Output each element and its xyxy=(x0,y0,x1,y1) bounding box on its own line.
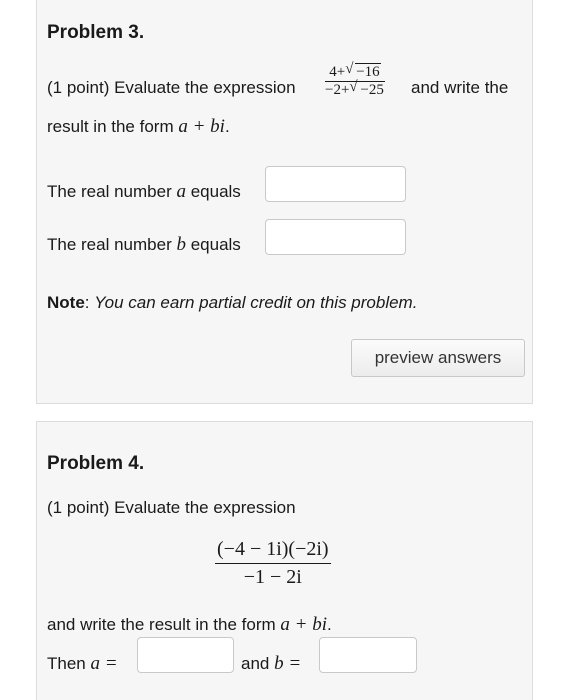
and-label: and xyxy=(241,654,270,673)
radical-sign-icon: √ xyxy=(345,61,354,77)
expression-denominator: −1 − 2i xyxy=(243,566,302,588)
and-b-label xyxy=(241,653,301,675)
real-a-label xyxy=(47,181,241,203)
answer-b-input[interactable] xyxy=(319,637,417,673)
numerator-radicand: −16 xyxy=(356,64,380,80)
answer-b-input[interactable] xyxy=(265,219,406,255)
numerator-lead: 4+ xyxy=(329,64,346,80)
note-line xyxy=(47,293,417,313)
then-label: Then xyxy=(47,654,86,673)
problem-3-expression xyxy=(325,61,385,99)
denominator-lead: −2+ xyxy=(325,82,350,98)
var-b: b xyxy=(176,234,186,255)
real-b-suffix: equals xyxy=(190,235,241,254)
problem-4-result-line xyxy=(47,614,332,636)
problem-4-title: Problem 4. xyxy=(47,453,145,474)
b-equals-label: b = xyxy=(274,653,302,674)
answer-a-input[interactable] xyxy=(137,637,234,673)
expression-denominator xyxy=(325,79,385,99)
problem-3-title: Problem 3. xyxy=(47,22,145,43)
note-text: You can earn partial credit on this problem. xyxy=(94,293,418,312)
problem-3-result-line xyxy=(47,116,230,138)
answer-a-input[interactable] xyxy=(265,166,406,202)
a-equals-label: a = xyxy=(90,653,118,674)
real-a-prefix: The real number xyxy=(47,182,172,201)
result-period: . xyxy=(327,615,332,634)
radical-sign-icon: √ xyxy=(349,79,358,95)
real-a-suffix: equals xyxy=(190,182,241,201)
problem-4-card xyxy=(36,421,533,700)
real-b-prefix: The real number xyxy=(47,235,172,254)
problem-3-intro-tail: and write the xyxy=(411,78,509,97)
denominator-radicand: −25 xyxy=(360,82,384,98)
real-b-label xyxy=(47,234,241,256)
result-period: . xyxy=(224,117,230,136)
problem-4-intro: (1 point) Evaluate the expression xyxy=(47,498,296,517)
expression-numerator: (−4 − 1i)(−2i) xyxy=(217,538,329,560)
problem-4-expression xyxy=(215,538,331,589)
problem-3-card xyxy=(36,0,533,404)
result-text: result in the form xyxy=(47,117,174,136)
result-text: and write the result in the form xyxy=(47,615,276,634)
then-a-label xyxy=(47,653,118,675)
preview-answers-button[interactable]: preview answers xyxy=(351,339,525,377)
var-a: a xyxy=(176,181,186,202)
note-label: Note xyxy=(47,293,85,312)
sqrt-symbol xyxy=(349,79,384,99)
problem-3-intro: (1 point) Evaluate the expression xyxy=(47,78,296,97)
note-colon: : xyxy=(84,293,90,312)
result-form: a + bi xyxy=(178,116,225,137)
result-form: a + bi xyxy=(280,614,328,635)
